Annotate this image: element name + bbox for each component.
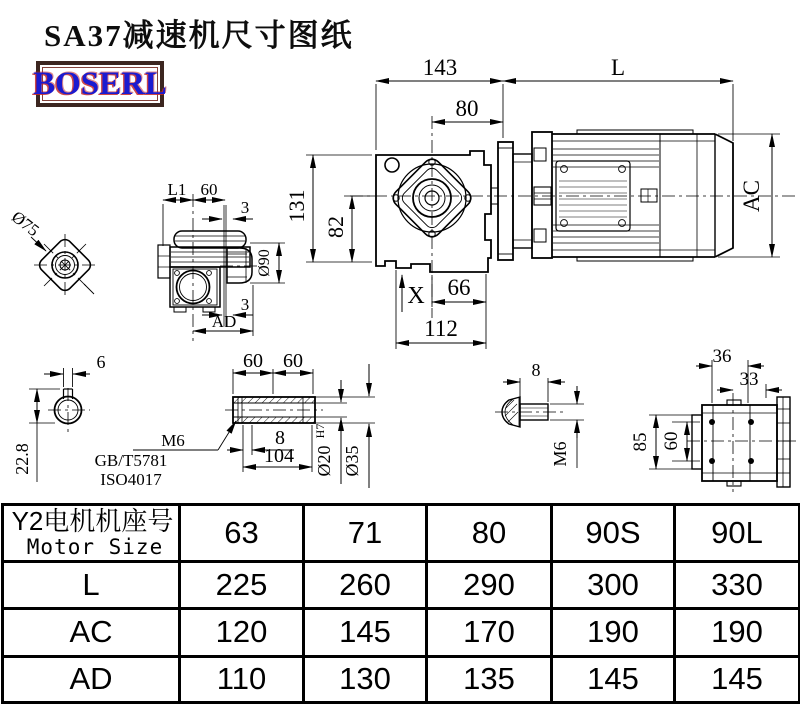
dim-label-3-bottom: 3 <box>240 295 250 314</box>
input-shaft-block <box>227 248 252 283</box>
dim-label-36: 36 <box>712 346 732 367</box>
motor-endcap <box>715 134 733 257</box>
dim-label-d90: Ø90 <box>256 249 273 277</box>
motor-size-table <box>1 503 800 704</box>
side-tab <box>158 245 170 278</box>
note-gb-standard: GB/T5781 <box>94 451 168 470</box>
row-label: AC <box>3 608 180 656</box>
hollow-shaft-labels <box>95 350 362 489</box>
dim-label-104: 104 <box>264 445 294 467</box>
dim-label-L1: L1 <box>167 180 187 199</box>
dim-label-80: 80 <box>455 96 479 121</box>
dim-label-bolt-m6: M6 <box>550 441 570 467</box>
main-view <box>306 81 797 349</box>
col-header: 90L <box>675 505 800 562</box>
dim-label-66: 66 <box>447 275 471 300</box>
header-motor-size <box>3 505 180 562</box>
cell: 190 <box>552 608 675 656</box>
mount-hole <box>748 458 754 464</box>
note-iso-standard: ISO4017 <box>100 470 162 489</box>
cell: 330 <box>675 562 800 608</box>
dim-label-AC: AC <box>739 180 764 212</box>
row-label: AD <box>3 656 180 702</box>
cell: 190 <box>675 608 800 656</box>
dim-label-8: 8 <box>275 427 285 449</box>
cell: 225 <box>180 562 304 608</box>
dim-label-82: 82 <box>323 216 348 238</box>
motor-flange <box>532 132 552 258</box>
col-header: 71 <box>304 505 427 562</box>
dim-label-131: 131 <box>284 189 309 223</box>
rear-view-labels <box>630 346 759 452</box>
dim-label-L: L <box>610 55 626 80</box>
cell: 145 <box>304 608 427 656</box>
header-en: Motor Size <box>26 535 164 560</box>
table-row <box>3 562 800 608</box>
adapter-neck <box>513 154 532 248</box>
dim-label-d75: Ø75 <box>8 207 43 241</box>
top-dome <box>174 231 246 248</box>
note-leader <box>218 421 236 450</box>
main-view-labels <box>284 55 764 341</box>
cell: 130 <box>304 656 427 702</box>
brand-logo-text: BOSERL <box>33 65 167 102</box>
cell: 145 <box>675 656 800 702</box>
cell: 290 <box>427 562 552 608</box>
dim-label-85: 85 <box>630 432 651 452</box>
dim-label-rear-60: 60 <box>661 431 682 451</box>
oil-plug <box>385 158 399 172</box>
dim-label-33: 33 <box>739 369 759 390</box>
table-row <box>3 656 800 702</box>
rear-view <box>649 360 798 492</box>
dim-label-22-8: 22.8 <box>12 443 32 475</box>
mount-hole <box>709 458 715 464</box>
leader-arrow <box>31 237 46 251</box>
cell: 260 <box>304 562 427 608</box>
dim-label-112: 112 <box>424 316 458 341</box>
gearbox-outline <box>376 151 491 272</box>
dim-label-3-top: 3 <box>240 198 250 217</box>
dim-label-60a: 60 <box>243 350 263 372</box>
dim-label-60b: 60 <box>283 350 303 372</box>
dim-label-143: 143 <box>422 55 458 80</box>
terminal-detail <box>641 189 657 202</box>
cell: 300 <box>552 562 675 608</box>
dim-label-d20: Ø20 <box>314 445 334 477</box>
dim-label-6: 6 <box>96 352 106 372</box>
bolt-view <box>495 378 584 468</box>
hollow-shaft-view <box>133 364 375 488</box>
top-view-labels <box>168 180 273 331</box>
rear-flange <box>777 397 790 487</box>
cell: 120 <box>180 608 304 656</box>
cell: 135 <box>427 656 552 702</box>
key-section-view <box>29 368 90 482</box>
dim-label-bolt-8: 8 <box>531 360 541 380</box>
table-row <box>3 608 800 656</box>
header-cn: Y2电机机座号 <box>11 505 174 536</box>
top-lower-body <box>170 267 220 307</box>
dim-label-d35: Ø35 <box>342 445 362 477</box>
flange-view <box>31 234 96 296</box>
dim-label-X: X <box>407 283 425 309</box>
dim-label-d20-tol: H7 <box>313 423 327 439</box>
mount-hole <box>748 419 754 425</box>
col-header: 63 <box>180 505 304 562</box>
cell: 110 <box>180 656 304 702</box>
dim-label-AD: AD <box>211 312 237 331</box>
table-header-row <box>3 505 800 562</box>
dimension-lines <box>313 81 772 343</box>
col-header: 90S <box>552 505 675 562</box>
note-m6: M6 <box>161 431 185 450</box>
row-label: L <box>3 562 180 608</box>
dim-label-60: 60 <box>200 180 218 199</box>
col-header: 80 <box>427 505 552 562</box>
extension-lines <box>306 84 780 349</box>
cell: 145 <box>552 656 675 702</box>
page-title: SA37减速机尺寸图纸 <box>44 18 354 53</box>
input-flange-plate <box>498 142 513 260</box>
mount-hole <box>709 419 715 425</box>
cell: 170 <box>427 608 552 656</box>
